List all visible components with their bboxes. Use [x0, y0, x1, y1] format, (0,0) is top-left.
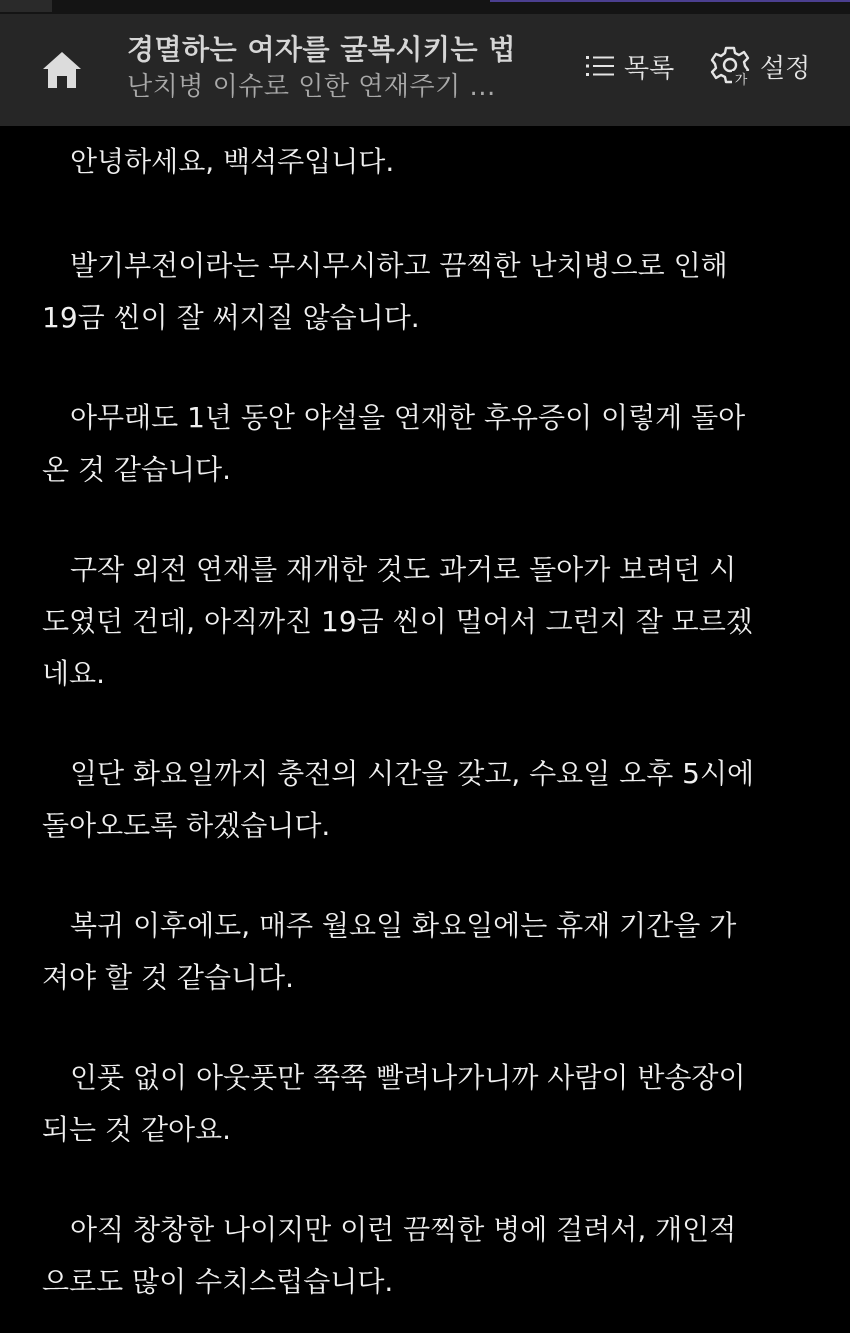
text-line: 안녕하세요, 백석주입니다. [70, 145, 395, 178]
settings-label: 설정 [760, 53, 811, 84]
toc-label: 목록 [624, 53, 675, 84]
status-strip-tab [0, 0, 52, 12]
text-line: 도였던 건데, 아직까진 19금 씬이 멀어서 그런지 잘 모르겠 [42, 605, 753, 638]
settings-button[interactable] [708, 42, 810, 90]
text-line: 아직 창창한 나이지만 이런 끔찍한 병에 걸려서, 개인적 [70, 1213, 737, 1246]
text-line: 으로도 많이 수치스럽습니다. [42, 1265, 394, 1298]
home-icon [40, 49, 84, 91]
novel-title: 경멸하는 여자를 굴복시키는 법 [127, 33, 516, 66]
table-of-contents-button[interactable] [584, 46, 674, 86]
status-strip [0, 0, 850, 14]
text-line: 온 것 같습니다. [42, 453, 231, 486]
text-line: 돌아오도록 하겠습니다. [42, 809, 331, 842]
home-button[interactable] [36, 44, 88, 96]
episode-titles [127, 32, 557, 105]
episode-subtitle: 난치병 이슈로 인한 연재주기 ... [127, 72, 496, 102]
gear-font-icon [708, 44, 752, 88]
text-line: 구작 외전 연재를 재개한 것도 과거로 돌아가 보려던 시 [70, 553, 737, 586]
episode-content [0, 126, 850, 1333]
text-line: 되는 것 같아요. [42, 1113, 231, 1146]
list-icon [584, 52, 616, 80]
text-line: 발기부전이라는 무시무시하고 끔찍한 난치병으로 인해 [70, 249, 728, 282]
paragraph [42, 544, 812, 700]
paragraph [42, 1052, 812, 1156]
paragraph [42, 748, 812, 852]
reader-header [0, 14, 850, 126]
text-line: 복귀 이후에도, 매주 월요일 화요일에는 휴재 기간을 가 [70, 909, 737, 942]
paragraph [42, 240, 812, 344]
text-line: 19금 씬이 잘 써지질 않습니다. [42, 301, 420, 334]
paragraph [42, 392, 812, 496]
text-line: 일단 화요일까지 충전의 시간을 갖고, 수요일 오후 5시에 [70, 757, 755, 790]
font-glyph: 가 [734, 73, 748, 88]
status-strip-accent [490, 0, 850, 2]
text-line: 인풋 없이 아웃풋만 쭉쭉 빨려나가니까 사람이 반송장이 [70, 1061, 746, 1094]
text-line: 네요. [42, 657, 105, 690]
text-line: 아무래도 1년 동안 야설을 연재한 후유증이 이렇게 돌아 [70, 401, 746, 434]
paragraph [42, 900, 812, 1004]
paragraph [42, 1204, 812, 1308]
text-line: 져야 할 것 같습니다. [42, 961, 294, 994]
paragraph [42, 136, 812, 188]
